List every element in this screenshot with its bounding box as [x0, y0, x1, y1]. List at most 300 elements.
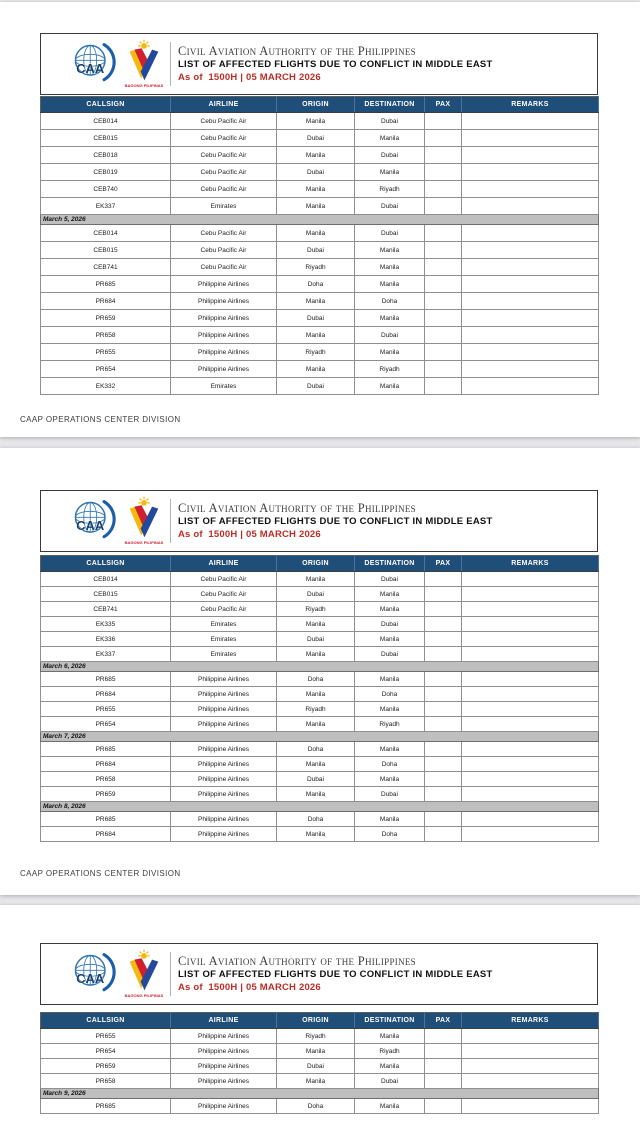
- document-page-1: [0, 2, 640, 437]
- flight-origin: Manila: [277, 757, 355, 772]
- flight-origin: Manila: [277, 1044, 355, 1059]
- flight-row: [41, 787, 599, 802]
- flight-airline: Cebu Pacific Air: [171, 181, 277, 198]
- flight-pax: [425, 327, 462, 344]
- flight-remarks: [462, 242, 599, 259]
- flight-origin: Manila: [277, 327, 355, 344]
- flight-row: [41, 672, 599, 687]
- flight-pax: [425, 742, 462, 757]
- flight-callsign: PR685: [41, 812, 171, 827]
- flight-origin: Manila: [277, 687, 355, 702]
- flight-remarks: [462, 310, 599, 327]
- flight-callsign: CEB741: [41, 259, 171, 276]
- flight-row: [41, 276, 599, 293]
- flight-airline: Cebu Pacific Air: [171, 130, 277, 147]
- date-section-label: March 5, 2026: [41, 215, 599, 225]
- flight-origin: Dubai: [277, 378, 355, 395]
- flight-pax: [425, 1044, 462, 1059]
- flight-destination: Manila: [355, 632, 425, 647]
- flight-row: [41, 1044, 599, 1059]
- flight-destination: Dubai: [355, 572, 425, 587]
- flight-airline: Philippine Airlines: [171, 672, 277, 687]
- org-name: Civil Aviation Authority of the Philippines: [178, 501, 416, 516]
- flight-airline: Emirates: [171, 632, 277, 647]
- flight-remarks: [462, 164, 599, 181]
- flight-pax: [425, 617, 462, 632]
- org-name: Civil Aviation Authority of the Philippines: [178, 954, 416, 969]
- flight-destination: Manila: [355, 1059, 425, 1074]
- flight-airline: Emirates: [171, 617, 277, 632]
- as-of-date: As of 1500H | 05 MARCH 2026: [178, 72, 321, 83]
- date-section-label: March 8, 2026: [41, 802, 599, 812]
- header-title-block: [178, 44, 493, 83]
- flights-table-page-2: [40, 555, 599, 842]
- flight-pax: [425, 164, 462, 181]
- document-title: LIST OF AFFECTED FLIGHTS DUE TO CONFLICT IN MIDDLE EAST: [178, 59, 493, 71]
- flight-callsign: EK336: [41, 632, 171, 647]
- flight-pax: [425, 647, 462, 662]
- flight-airline: Philippine Airlines: [171, 787, 277, 802]
- flight-airline: Philippine Airlines: [171, 772, 277, 787]
- column-header-remarks: REMARKS: [462, 1013, 599, 1029]
- flight-origin: Doha: [277, 672, 355, 687]
- flight-destination: Doha: [355, 293, 425, 310]
- flight-remarks: [462, 113, 599, 130]
- flight-airline: Emirates: [171, 198, 277, 215]
- header-title-block: [178, 954, 493, 993]
- flight-airline: Cebu Pacific Air: [171, 602, 277, 617]
- flight-row: [41, 361, 599, 378]
- flight-row: [41, 113, 599, 130]
- flight-remarks: [462, 742, 599, 757]
- flight-remarks: [462, 632, 599, 647]
- document-header: [40, 33, 598, 95]
- flight-remarks: [462, 687, 599, 702]
- flight-callsign: PR658: [41, 327, 171, 344]
- flight-destination: Manila: [355, 672, 425, 687]
- flight-remarks: [462, 147, 599, 164]
- date-section-row: [41, 1089, 599, 1099]
- document-page-2: [0, 448, 640, 895]
- flight-row: [41, 1074, 599, 1089]
- column-header-destination: DESTINATION: [355, 1013, 425, 1029]
- flight-callsign: PR655: [41, 702, 171, 717]
- flight-origin: Manila: [277, 147, 355, 164]
- flight-origin: Riyadh: [277, 1029, 355, 1044]
- flight-airline: Philippine Airlines: [171, 687, 277, 702]
- column-header-pax: PAX: [425, 556, 462, 572]
- column-header-airline: AIRLINE: [171, 1013, 277, 1029]
- flight-remarks: [462, 1044, 599, 1059]
- column-header-remarks: REMARKS: [462, 97, 599, 113]
- flight-destination: Manila: [355, 587, 425, 602]
- flight-destination: Riyadh: [355, 181, 425, 198]
- flight-row: [41, 717, 599, 732]
- flight-destination: Dubai: [355, 647, 425, 662]
- flight-row: [41, 293, 599, 310]
- svg-text:BAGONG PILIPINAS: BAGONG PILIPINAS: [124, 992, 164, 998]
- flight-remarks: [462, 1074, 599, 1089]
- flight-airline: Philippine Airlines: [171, 827, 277, 842]
- flight-remarks: [462, 827, 599, 842]
- table-header-row: [41, 1013, 599, 1029]
- flight-origin: Doha: [277, 276, 355, 293]
- flight-airline: Cebu Pacific Air: [171, 147, 277, 164]
- flight-destination: Riyadh: [355, 361, 425, 378]
- column-header-airline: AIRLINE: [171, 97, 277, 113]
- date-section-row: [41, 662, 599, 672]
- flight-remarks: [462, 361, 599, 378]
- flight-callsign: PR659: [41, 787, 171, 802]
- flight-destination: Manila: [355, 310, 425, 327]
- flight-row: [41, 632, 599, 647]
- flight-origin: Manila: [277, 787, 355, 802]
- flight-pax: [425, 1059, 462, 1074]
- flight-remarks: [462, 1059, 599, 1074]
- flight-remarks: [462, 602, 599, 617]
- flight-row: [41, 572, 599, 587]
- date-section-row: [41, 215, 599, 225]
- flight-pax: [425, 198, 462, 215]
- column-header-remarks: REMARKS: [462, 556, 599, 572]
- flight-origin: Dubai: [277, 310, 355, 327]
- flight-row: [41, 1099, 599, 1114]
- header-divider: [170, 499, 171, 543]
- flight-origin: Dubai: [277, 587, 355, 602]
- flight-pax: [425, 702, 462, 717]
- flight-remarks: [462, 130, 599, 147]
- footer-division: CAAP OPERATIONS CENTER DIVISION: [20, 415, 181, 424]
- flight-pax: [425, 812, 462, 827]
- flight-origin: Manila: [277, 647, 355, 662]
- flight-remarks: [462, 587, 599, 602]
- document-title: LIST OF AFFECTED FLIGHTS DUE TO CONFLICT IN MIDDLE EAST: [178, 516, 493, 528]
- flight-remarks: [462, 259, 599, 276]
- flight-destination: Riyadh: [355, 1044, 425, 1059]
- flight-pax: [425, 672, 462, 687]
- flight-origin: Riyadh: [277, 602, 355, 617]
- table-header-row: [41, 97, 599, 113]
- flight-pax: [425, 787, 462, 802]
- flight-airline: Philippine Airlines: [171, 276, 277, 293]
- flight-origin: Manila: [277, 293, 355, 310]
- date-section-label: March 6, 2026: [41, 662, 599, 672]
- flight-airline: Philippine Airlines: [171, 293, 277, 310]
- flight-origin: Manila: [277, 827, 355, 842]
- flight-destination: Manila: [355, 164, 425, 181]
- column-header-origin: ORIGIN: [277, 97, 355, 113]
- flight-remarks: [462, 787, 599, 802]
- flight-airline: Cebu Pacific Air: [171, 225, 277, 242]
- flight-origin: Manila: [277, 113, 355, 130]
- document-title: LIST OF AFFECTED FLIGHTS DUE TO CONFLICT IN MIDDLE EAST: [178, 969, 493, 981]
- flight-pax: [425, 113, 462, 130]
- flight-remarks: [462, 225, 599, 242]
- column-header-pax: PAX: [425, 97, 462, 113]
- flight-remarks: [462, 198, 599, 215]
- flight-destination: Manila: [355, 378, 425, 395]
- header-divider: [170, 952, 171, 996]
- flight-callsign: EK332: [41, 378, 171, 395]
- flight-pax: [425, 310, 462, 327]
- flight-remarks: [462, 293, 599, 310]
- flight-pax: [425, 632, 462, 647]
- flight-destination: Manila: [355, 344, 425, 361]
- flight-destination: Manila: [355, 276, 425, 293]
- flight-airline: Philippine Airlines: [171, 1044, 277, 1059]
- flight-pax: [425, 378, 462, 395]
- flight-callsign: PR658: [41, 1074, 171, 1089]
- flight-callsign: PR654: [41, 1044, 171, 1059]
- flight-callsign: EK337: [41, 647, 171, 662]
- flight-remarks: [462, 378, 599, 395]
- flight-callsign: PR685: [41, 276, 171, 293]
- flight-airline: Emirates: [171, 647, 277, 662]
- flight-pax: [425, 1029, 462, 1044]
- flight-callsign: PR684: [41, 687, 171, 702]
- flight-destination: Dubai: [355, 198, 425, 215]
- flight-row: [41, 1059, 599, 1074]
- flight-airline: Philippine Airlines: [171, 361, 277, 378]
- flight-pax: [425, 1099, 462, 1114]
- flight-airline: Philippine Airlines: [171, 1074, 277, 1089]
- flight-row: [41, 242, 599, 259]
- flight-row: [41, 587, 599, 602]
- flight-remarks: [462, 757, 599, 772]
- flight-destination: Manila: [355, 812, 425, 827]
- flight-destination: Dubai: [355, 327, 425, 344]
- flight-airline: Philippine Airlines: [171, 742, 277, 757]
- flight-pax: [425, 757, 462, 772]
- logo-group: [69, 949, 165, 999]
- flight-pax: [425, 602, 462, 617]
- flight-callsign: CEB014: [41, 113, 171, 130]
- flight-airline: Philippine Airlines: [171, 1029, 277, 1044]
- flight-origin: Doha: [277, 812, 355, 827]
- flight-callsign: PR659: [41, 1059, 171, 1074]
- flight-callsign: PR685: [41, 672, 171, 687]
- flight-pax: [425, 361, 462, 378]
- as-of-date: As of 1500H | 05 MARCH 2026: [178, 982, 321, 993]
- flight-destination: Dubai: [355, 147, 425, 164]
- flight-row: [41, 687, 599, 702]
- flight-origin: Manila: [277, 1074, 355, 1089]
- flight-destination: Doha: [355, 827, 425, 842]
- flight-remarks: [462, 672, 599, 687]
- flight-row: [41, 130, 599, 147]
- flight-remarks: [462, 1029, 599, 1044]
- column-header-airline: AIRLINE: [171, 556, 277, 572]
- flight-callsign: PR684: [41, 827, 171, 842]
- flight-row: [41, 164, 599, 181]
- date-section-label: March 7, 2026: [41, 732, 599, 742]
- flight-row: [41, 647, 599, 662]
- flight-row: [41, 702, 599, 717]
- flight-pax: [425, 344, 462, 361]
- table-header-row: [41, 556, 599, 572]
- bagong-pilipinas-logo-icon: [123, 496, 165, 546]
- date-section-row: [41, 732, 599, 742]
- flight-airline: Emirates: [171, 378, 277, 395]
- flight-origin: Manila: [277, 181, 355, 198]
- flight-row: [41, 757, 599, 772]
- column-header-origin: ORIGIN: [277, 556, 355, 572]
- flight-remarks: [462, 327, 599, 344]
- flight-row: [41, 181, 599, 198]
- column-header-callsign: CALLSIGN: [41, 1013, 171, 1029]
- flight-callsign: PR684: [41, 757, 171, 772]
- flight-callsign: PR655: [41, 344, 171, 361]
- flight-callsign: CEB015: [41, 587, 171, 602]
- flight-row: [41, 617, 599, 632]
- header-divider: [170, 42, 171, 86]
- flight-row: [41, 225, 599, 242]
- flight-airline: Philippine Airlines: [171, 702, 277, 717]
- flight-remarks: [462, 181, 599, 198]
- flight-remarks: [462, 702, 599, 717]
- flight-pax: [425, 293, 462, 310]
- flight-destination: Doha: [355, 757, 425, 772]
- flight-pax: [425, 242, 462, 259]
- flight-airline: Philippine Airlines: [171, 1099, 277, 1114]
- flight-pax: [425, 687, 462, 702]
- column-header-destination: DESTINATION: [355, 556, 425, 572]
- flight-row: [41, 310, 599, 327]
- flight-row: [41, 602, 599, 617]
- flight-pax: [425, 772, 462, 787]
- flight-pax: [425, 1074, 462, 1089]
- flight-destination: Manila: [355, 242, 425, 259]
- flight-destination: Doha: [355, 687, 425, 702]
- caa-logo-icon: [69, 950, 117, 998]
- flights-table-page-3: [40, 1012, 599, 1114]
- flight-remarks: [462, 647, 599, 662]
- flight-remarks: [462, 717, 599, 732]
- flight-callsign: CEB014: [41, 572, 171, 587]
- flight-callsign: CEB740: [41, 181, 171, 198]
- flight-remarks: [462, 1099, 599, 1114]
- flight-row: [41, 198, 599, 215]
- flight-row: [41, 259, 599, 276]
- flight-callsign: EK335: [41, 617, 171, 632]
- flight-pax: [425, 572, 462, 587]
- flight-origin: Dubai: [277, 242, 355, 259]
- bagong-pilipinas-logo-icon: [123, 949, 165, 999]
- flight-callsign: CEB015: [41, 242, 171, 259]
- flight-callsign: CEB019: [41, 164, 171, 181]
- column-header-callsign: CALLSIGN: [41, 97, 171, 113]
- flight-callsign: PR685: [41, 742, 171, 757]
- footer-division: CAAP OPERATIONS CENTER DIVISION: [20, 869, 181, 878]
- flight-row: [41, 827, 599, 842]
- flight-remarks: [462, 344, 599, 361]
- flight-row: [41, 772, 599, 787]
- flight-origin: Manila: [277, 572, 355, 587]
- flight-row: [41, 327, 599, 344]
- flight-destination: Manila: [355, 772, 425, 787]
- flight-pax: [425, 225, 462, 242]
- flight-row: [41, 742, 599, 757]
- svg-text:CAA: CAA: [76, 61, 105, 77]
- flight-destination: Manila: [355, 602, 425, 617]
- flight-airline: Philippine Airlines: [171, 310, 277, 327]
- flight-origin: Manila: [277, 361, 355, 378]
- header-title-block: [178, 501, 493, 540]
- flight-destination: Manila: [355, 742, 425, 757]
- flight-origin: Doha: [277, 742, 355, 757]
- flight-remarks: [462, 572, 599, 587]
- flight-destination: Dubai: [355, 787, 425, 802]
- flight-destination: Dubai: [355, 617, 425, 632]
- flight-row: [41, 378, 599, 395]
- flight-callsign: PR654: [41, 361, 171, 378]
- svg-text:BAGONG PILIPINAS: BAGONG PILIPINAS: [124, 82, 164, 88]
- flight-origin: Riyadh: [277, 702, 355, 717]
- flight-remarks: [462, 617, 599, 632]
- flight-origin: Dubai: [277, 130, 355, 147]
- flight-callsign: CEB741: [41, 602, 171, 617]
- flight-callsign: PR684: [41, 293, 171, 310]
- flight-origin: Manila: [277, 225, 355, 242]
- flight-callsign: PR658: [41, 772, 171, 787]
- flight-callsign: PR654: [41, 717, 171, 732]
- flight-origin: Dubai: [277, 632, 355, 647]
- flight-airline: Philippine Airlines: [171, 344, 277, 361]
- flight-callsign: CEB014: [41, 225, 171, 242]
- flight-origin: Manila: [277, 617, 355, 632]
- flight-row: [41, 344, 599, 361]
- flight-airline: Cebu Pacific Air: [171, 242, 277, 259]
- flight-origin: Manila: [277, 198, 355, 215]
- flight-pax: [425, 276, 462, 293]
- flight-pax: [425, 827, 462, 842]
- flight-airline: Cebu Pacific Air: [171, 113, 277, 130]
- as-of-date: As of 1500H | 05 MARCH 2026: [178, 529, 321, 540]
- flight-callsign: CEB015: [41, 130, 171, 147]
- flight-destination: Dubai: [355, 1074, 425, 1089]
- flight-destination: Dubai: [355, 225, 425, 242]
- flight-callsign: PR659: [41, 310, 171, 327]
- flight-origin: Doha: [277, 1099, 355, 1114]
- flight-origin: Dubai: [277, 772, 355, 787]
- svg-text:CAA: CAA: [76, 971, 105, 987]
- flight-destination: Manila: [355, 130, 425, 147]
- flight-airline: Philippine Airlines: [171, 327, 277, 344]
- flight-row: [41, 1029, 599, 1044]
- caa-logo-icon: [69, 40, 117, 88]
- flight-airline: Cebu Pacific Air: [171, 259, 277, 276]
- logo-group: [69, 39, 165, 89]
- column-header-origin: ORIGIN: [277, 1013, 355, 1029]
- flight-row: [41, 812, 599, 827]
- flight-airline: Philippine Airlines: [171, 812, 277, 827]
- flight-callsign: CEB018: [41, 147, 171, 164]
- flight-origin: Riyadh: [277, 344, 355, 361]
- flight-remarks: [462, 772, 599, 787]
- flight-pax: [425, 181, 462, 198]
- column-header-destination: DESTINATION: [355, 97, 425, 113]
- flight-origin: Manila: [277, 717, 355, 732]
- flight-pax: [425, 130, 462, 147]
- date-section-row: [41, 802, 599, 812]
- flights-table-page-1: [40, 96, 599, 395]
- flight-remarks: [462, 276, 599, 293]
- svg-text:CAA: CAA: [76, 518, 105, 534]
- flight-airline: Cebu Pacific Air: [171, 587, 277, 602]
- caa-logo-icon: [69, 497, 117, 545]
- document-page-3: [0, 905, 640, 1137]
- flight-airline: Philippine Airlines: [171, 757, 277, 772]
